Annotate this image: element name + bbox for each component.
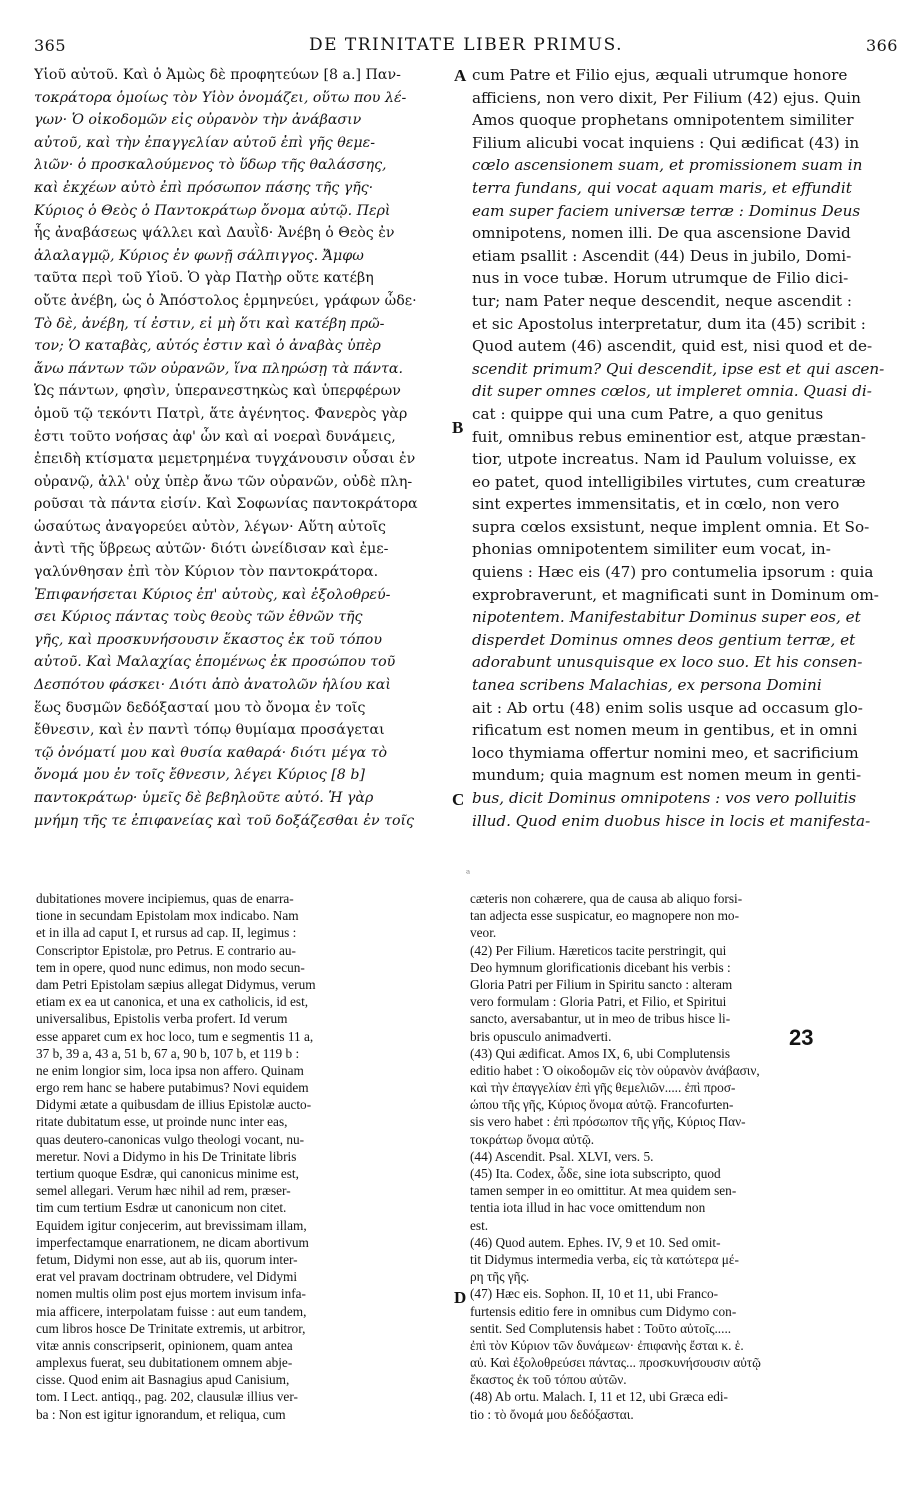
note-line: Deo hymnum glorificationis dicebant his verbis :	[470, 959, 731, 975]
note-line	[470, 1457, 902, 1474]
latin-line	[472, 855, 904, 878]
latin-line	[472, 832, 904, 855]
section-number: 23	[789, 1025, 814, 1050]
greek-line: αὐτοῦ, καὶ τὴν ἐπαγγελίαν αὐτοῦ ἐπὶ γῆς θεμε-	[34, 134, 375, 151]
greek-line: Υἱοῦ αὐτοῦ. Καὶ ὁ Ἀμὼς δὲ προφητεύων [8 a.] Παν-	[34, 67, 401, 83]
greek-line: Δεσπότου φάσκει· Διότι ἀπὸ ἀνατολῶν ἡλίου καὶ	[34, 677, 391, 694]
latin-line: tur; nam Pater neque descendit, neque ascendit :	[472, 291, 852, 310]
greek-line: ὁμοῦ τῷ τεκόντι Πατρὶ, ἅτε ἀγένητος. Φανερὸς γὰρ	[34, 405, 408, 422]
greek-line: ἔθνεσιν, καὶ ἐν παντὶ τόπῳ θυμίαμα προσάγεται	[34, 722, 385, 739]
note-line: ἐπὶ τὸν Κύριον τῶν δυνάμεων· ἐπιφανὴς ἔσται κ. ἑ.	[470, 1337, 744, 1353]
latin-line: exprobraverunt, et magnificati sunt in Dominum om-	[472, 585, 879, 604]
latin-line: scendit primum? Qui descendit, ipse est et qui ascen-	[472, 359, 885, 378]
note-line: tione in secundam Epistolam mox indicabo. Nam	[36, 908, 299, 924]
note-line: et in illa ad caput I, et rursus ad cap. II, legimus :	[36, 925, 297, 941]
note-line: αὐ. Καὶ ἐξολοθρεύσει πάντας... προσκυνήσουσιν αὐτῷ	[470, 1355, 761, 1371]
right-footnote-column	[470, 890, 902, 1492]
latin-line: tior, utpote increatus. Nam id Paulum voluisse, ex	[472, 450, 857, 469]
note-line: 37 b, 39 a, 43 a, 51 b, 67 a, 90 b, 107 b, et 119 b :	[36, 1045, 300, 1061]
latin-line: nipotentem. Manifestabitur Dominus super eos, et	[472, 608, 861, 627]
note-line: cum libros hosce De Trinitate extremis, ut arbitror,	[36, 1320, 306, 1336]
note-line	[36, 1440, 456, 1457]
margin-letter-b: B	[452, 418, 464, 437]
note-line	[470, 1474, 902, 1491]
note-line: tom. I Lect. antiqq., pag. 202, clausulæ illius ver-	[36, 1389, 298, 1405]
latin-line: supra cœlos exsistunt, neque implent omnia. Et So-	[472, 517, 870, 536]
latin-line: omnipotens, nomen illi. De qua ascensione David	[472, 224, 851, 243]
note-line: universalibus, Epistolis verba profert. Id verum	[36, 1011, 288, 1027]
latin-line: disperdet Dominus omnes deos gentium terræ, et	[472, 630, 856, 649]
note-line: ρη τῆς γῆς.	[470, 1269, 530, 1285]
greek-line: ροῦσαι τὰ πάντα εἰσίν. Καὶ Σοφωνίας παντοκράτορα	[34, 496, 418, 513]
note-line: (43) Qui ædificat. Amos IX, 6, ubi Complutensis	[470, 1045, 731, 1061]
latin-line: et sic Apostolus interpretatur, dum ita (45) scribit :	[472, 314, 866, 333]
greek-line: τοκράτορα ὁμοίως τὸν Υἱὸν ὀνομάζει, οὕτω που λέ-	[34, 89, 407, 106]
note-line	[470, 1440, 902, 1457]
greek-line: παντοκράτωρ· ὑμεῖς δὲ βεβηλοῦτε αὐτό. Ἡ γὰρ	[34, 790, 374, 806]
note-line	[470, 1423, 902, 1440]
note-line	[36, 1474, 456, 1491]
greek-line: μνήμη τῆς τε ἐπιφανείας καὶ τοῦ δοξάζεσθαι ἐν τοῖς	[34, 812, 414, 829]
greek-line: ἄνω πάντων τῶν οὐρανῶν, ἵνα πληρώσῃ τὰ πάντα.	[34, 360, 403, 377]
note-line: dam Petri Epistolam sæpius allegat Didymus, verum	[36, 976, 316, 992]
greek-line: γων· Ὁ οἰκοδομῶν εἰς οὐρανὸν τὴν ἀνάβασιν	[34, 112, 362, 129]
note-line: ne enim longior sim, loca ipsa non affero. Quinam	[36, 1062, 304, 1078]
note-line: tit Didymus intermedia verba, εἰς τὰ κατώτερα μέ-	[470, 1251, 739, 1267]
note-line: dubitationes movere incipiemus, quas de enarra-	[36, 891, 294, 906]
note-line: cisse. Quod enim ait Basnagius apud Canisium,	[36, 1372, 290, 1388]
latin-line: bus, dicit Dominus omnipotens : vos vero polluitis	[472, 789, 857, 807]
latin-line: tanea scribens Malachias, ex persona Domini	[472, 676, 822, 695]
margin-letter-c: C	[452, 790, 465, 809]
greek-line: ταῦτα περὶ τοῦ Υἱοῦ. Ὁ γὰρ Πατὴρ οὔτε κατέβη	[34, 270, 374, 287]
greek-line: ἀλαλαγμῷ, Κύριος ἐν φωνῇ σάλπιγγος. Ἄμφω	[34, 247, 364, 264]
note-line: erat vel pravam doctrinam obtrudere, vel Didymi	[36, 1269, 298, 1285]
note-line: (48) Ab ortu. Malach. I, 11 et 12, ubi Græca edi-	[470, 1389, 728, 1405]
note-line: semel allegari. Verum hæc nihil ad rem, præser-	[36, 1183, 291, 1199]
note-line: Gloria Patri per Filium in Spiritu sancto : alteram	[470, 976, 733, 992]
latin-line: nus in voce tubæ. Horum utrumque de Filio dici-	[472, 269, 849, 288]
latin-line: adorabunt unusquisque ex loco suo. Et his consen-	[472, 653, 863, 672]
note-line: tentia iota illud in hac voce omittendum non	[470, 1200, 706, 1216]
latin-line: loco thymiama offertur nomini meo, et sacrificium	[472, 743, 859, 762]
greek-line: Τὸ δὲ, ἀνέβη, τί ἐστιν, εἰ μὴ ὅτι καὶ κατέβη πρῶ-	[34, 315, 385, 332]
greek-line: ἐπειδὴ κτίσματα μεμετρημένα τυγχάνουσιν οὖσαι ἐν	[34, 451, 416, 468]
latin-line: quiens : Hæc eis (47) pro contumelia ipsorum : quia	[472, 563, 874, 582]
greek-line: καὶ ἐκχέων αὐτὸ ἐπὶ πρόσωπον πάσης τῆς γῆς·	[34, 179, 374, 196]
note-line: (46) Quod autem. Ephes. IV, 9 et 10. Sed omit-	[470, 1234, 721, 1250]
note-line: esse apparet cum ex hoc loco, tum e segmentis 11 a,	[36, 1028, 314, 1044]
right-page-number: 366	[865, 35, 898, 55]
latin-line: dit super omnes cœlos, ut impleret omnia. Quasi di-	[472, 382, 872, 401]
note-line: (42) Per Filium. Hæreticos tacite perstringit, qui	[470, 942, 727, 958]
note-line: quas deutero-canonicas vulgo theologi vocant, nu-	[36, 1131, 305, 1147]
note-line: tertium quoque Esdræ, qui canonicus minime est,	[36, 1166, 299, 1181]
note-line: ώπου τῆς γῆς, Κύριος ὄνομα αὐτῷ. Francofurten-	[470, 1097, 734, 1113]
greek-line: Ἐπιφανήσεται Κύριος ἐπ' αὐτοὺς, καὶ ἐξολοθρεύ-	[34, 586, 391, 603]
note-line: (44) Ascendit. Psal. XLVI, vers. 5.	[470, 1148, 654, 1164]
latin-line: sint expertes immensitatis, et in cœlo, non vero	[472, 495, 840, 514]
margin-letter-d: D	[454, 1288, 467, 1307]
note-line	[36, 1457, 456, 1474]
note-line: tamen semper in eo omittitur. At mea quidem sen-	[470, 1183, 737, 1199]
latin-line: cœlo ascensionem suam, et promissionem suam in	[472, 156, 863, 175]
margin-letter-a: A	[454, 66, 467, 85]
note-line: sis vero habet : ἐπὶ πρόσωπον τῆς γῆς, Κύριος Παν-	[470, 1114, 746, 1130]
note-line: tio : τὸ ὄνομά μου δεδόξασται.	[470, 1406, 634, 1422]
running-header	[34, 30, 898, 60]
note-line: τοκράτωρ ὄνομα αὐτῷ.	[470, 1131, 595, 1147]
greek-line: σει Κύριος πάντας τοὺς θεοὺς τῶν ἐθνῶν τῆς	[34, 609, 363, 626]
note-line: ἕκαστος ἐκ τοῦ τόπου αὐτῶν.	[470, 1372, 627, 1388]
note-line: Equidem igitur conjecerim, aut brevissimam illam,	[36, 1217, 307, 1233]
greek-line: τῷ ὀνόματί μου καὶ θυσία καθαρά· διότι μέγα τὸ	[34, 744, 388, 761]
greek-line	[34, 832, 460, 855]
latin-line: cat : quippe qui una cum Patre, a quo genitus	[472, 404, 824, 423]
note-line: est.	[470, 1217, 489, 1233]
note-line: ba : Non est igitur ignorandum, et reliqua, cum	[36, 1406, 286, 1422]
left-footnote-column	[36, 890, 456, 1509]
note-line: bris opusculo animadverti.	[470, 1028, 612, 1044]
greek-text-column	[34, 64, 460, 900]
latin-line: afficiens, non vero dixit, Per Filium (42) ejus. Quin	[472, 88, 861, 107]
note-line: veor.	[470, 925, 497, 941]
note-line: Conscriptor Epistolæ, pro Petrus. E contrario au-	[36, 942, 296, 958]
greek-line: ὡσαύτως ἀναγορεύει αὐτὸν, λέγων· Αὕτη αὐτοῖς	[34, 518, 386, 535]
note-line: furtensis editio fere in omnibus cum Didymo con-	[470, 1303, 737, 1319]
greek-line: ἕως δυσμῶν δεδόξασταί μου τὸ ὄνομα ἐν τοῖς	[34, 699, 366, 716]
note-line: etiam ex ea ut canonica, et una ex catholicis, id est,	[36, 994, 309, 1010]
greek-line: αὐτοῦ. Καὶ Μαλαχίας ἑπομένως ἐκ προσώπου τοῦ	[34, 654, 396, 671]
latin-line: terra fundans, qui vocat aquam maris, et effundit	[472, 178, 852, 197]
greek-line: τον; Ὁ καταβὰς, αὐτός ἐστιν καὶ ὁ ἀναβὰς ὑπὲρ	[34, 338, 381, 355]
column-divider-mark: ᵃ	[466, 867, 471, 880]
latin-line: illud. Quod enim duobus hisce in locis et manifesta-	[472, 811, 871, 830]
note-line: meretur. Novi a Didymo in his De Trinitate libris	[36, 1148, 297, 1164]
note-line: vero formulam : Gloria Patri, et Filio, et Spiritui	[470, 994, 727, 1010]
note-line: vitæ annis conscripserit, opinionem, quam antea	[36, 1337, 293, 1353]
greek-line: ἧς ἀναβάσεως ψάλλει καὶ Δαυῒδ· Ἀνέβη ὁ Θεὸς ἐν	[34, 225, 395, 242]
left-page-number: 365	[34, 35, 67, 55]
note-line: tan adjecta esse suspicatur, eo magnopere non mo-	[470, 908, 740, 924]
latin-line: phonias omnipotentem similiter eum vocat, in-	[472, 540, 831, 559]
note-line: tem in opere, quod nunc edimus, non modo secun-	[36, 959, 305, 975]
latin-text-column	[472, 64, 904, 900]
latin-line: Filium alicubi vocat inquiens : Qui ædificat (43) in	[472, 133, 860, 152]
note-line: mia afficere, interpolatam fuisse : aut eum tandem,	[36, 1303, 307, 1319]
greek-line: γῆς, καὶ προσκυνήσουσιν ἕκαστος ἐκ τοῦ τόπου	[34, 631, 382, 648]
note-line: cæteris non cohærere, qua de causa ab aliquo forsi-	[470, 891, 743, 906]
latin-line: etiam psallit : Ascendit (44) Deus in jubilo, Domi-	[472, 246, 852, 265]
greek-line: οὔτε ἀνέβη, ὡς ὁ Ἀπόστολος ἑρμηνεύει, γράφων ὧδε·	[34, 292, 417, 309]
note-line	[36, 1492, 456, 1509]
greek-line: Ὡς πάντων, φησὶν, ὑπερανεστηκὼς καὶ ὑπερφέρων	[34, 383, 401, 400]
note-line: tim cum tertium Esdræ ut canonicum non citet.	[36, 1200, 287, 1216]
greek-line: ἀντὶ τῆς ὕβρεως αὐτῶν· διότι ὠνείδισαν καὶ ἐμε-	[34, 541, 389, 558]
latin-line: cum Patre et Filio ejus, æquali utrumque honore	[472, 66, 848, 84]
note-line: fetum, Didymi non esse, aut ab iis, quorum inter-	[36, 1251, 298, 1267]
greek-line	[34, 855, 460, 878]
note-line: sancto, aversabantur, ut in meo de tribus hisce li-	[470, 1011, 731, 1027]
latin-line: Quod autem (46) ascendit, quid est, nisi quod et de-	[472, 337, 873, 356]
latin-line: eo patet, quod intelligibiles virtutes, cum creaturæ	[472, 472, 866, 491]
note-line: ritate dubitatum esse, ut proinde nunc inter eas,	[36, 1114, 288, 1130]
greek-line: λιῶν· ὁ προσκαλούμενος τὸ ὕδωρ τῆς θαλάσσης,	[34, 157, 387, 174]
note-line: sentit. Sed Complutensis habet : Τοῦτο αὐτοῖς.....	[470, 1320, 732, 1336]
note-line: (45) Ita. Codex, ὧδε, sine iota subscripto, quod	[470, 1166, 721, 1181]
greek-line: γαλύνθησαν ἐπὶ τὸν Κύριον τὸν παντοκράτορα.	[34, 564, 379, 581]
latin-line: rificatum est nomen meum in gentibus, et in omni	[472, 721, 858, 740]
latin-line: Amos quoque prophetans omnipotentem similiter	[472, 111, 854, 130]
note-line: editio habet : Ὁ οἰκοδομῶν εἰς τὸν οὐρανὸν ἀνάβασιν,	[470, 1062, 760, 1078]
latin-line: eam super faciem universæ terræ : Dominus Deus	[472, 201, 861, 220]
note-line: ergo rem hanc se habere putabimus? Novi equidem	[36, 1080, 309, 1096]
running-title: DE TRINITATE LIBER PRIMUS.	[308, 35, 624, 55]
latin-line: ait : Ab ortu (48) enim solis usque ad occasum glo-	[472, 698, 863, 717]
note-line: καὶ τὴν ἐπαγγελίαν ἐπὶ γῆς θεμελιῶν..... ἐπὶ προσ-	[470, 1080, 736, 1096]
note-line	[36, 1423, 456, 1440]
note-line: Didymi ætate a quibusdam de illius Epistolæ aucto-	[36, 1097, 312, 1113]
note-line: amplexus fuerat, seu dubitationem omnem abje-	[36, 1355, 293, 1371]
greek-line: ἐστι τοῦτο νοήσας ἀφ' ὧν καὶ αἱ νοεραὶ δυνάμεις,	[34, 428, 396, 445]
greek-line: οὐρανῷ, ἀλλ' οὐχ ὑπὲρ ἄνω τῶν οὐρανῶν, οὐδὲ πλη-	[34, 473, 413, 490]
note-line: imperfectamque enarrationem, ne dicam abortivum	[36, 1234, 309, 1250]
latin-line: mundum; quia magnum est nomen meum in genti-	[472, 766, 862, 785]
note-line: (47) Hæc eis. Sophon. II, 10 et 11, ubi Franco-	[470, 1286, 719, 1302]
greek-line: ὄνομά μου ἐν τοῖς ἔθνεσιν, λέγει Κύριος [8 b]	[34, 767, 365, 784]
note-line: nomen multis olim post ejus mortem invisum infa-	[36, 1286, 306, 1302]
greek-line: Κύριος ὁ Θεὸς ὁ Παντοκράτωρ ὄνομα αὐτῷ. Περὶ	[34, 202, 391, 219]
latin-line: fuit, omnibus rebus eminentior est, atque præstan-	[472, 427, 866, 446]
